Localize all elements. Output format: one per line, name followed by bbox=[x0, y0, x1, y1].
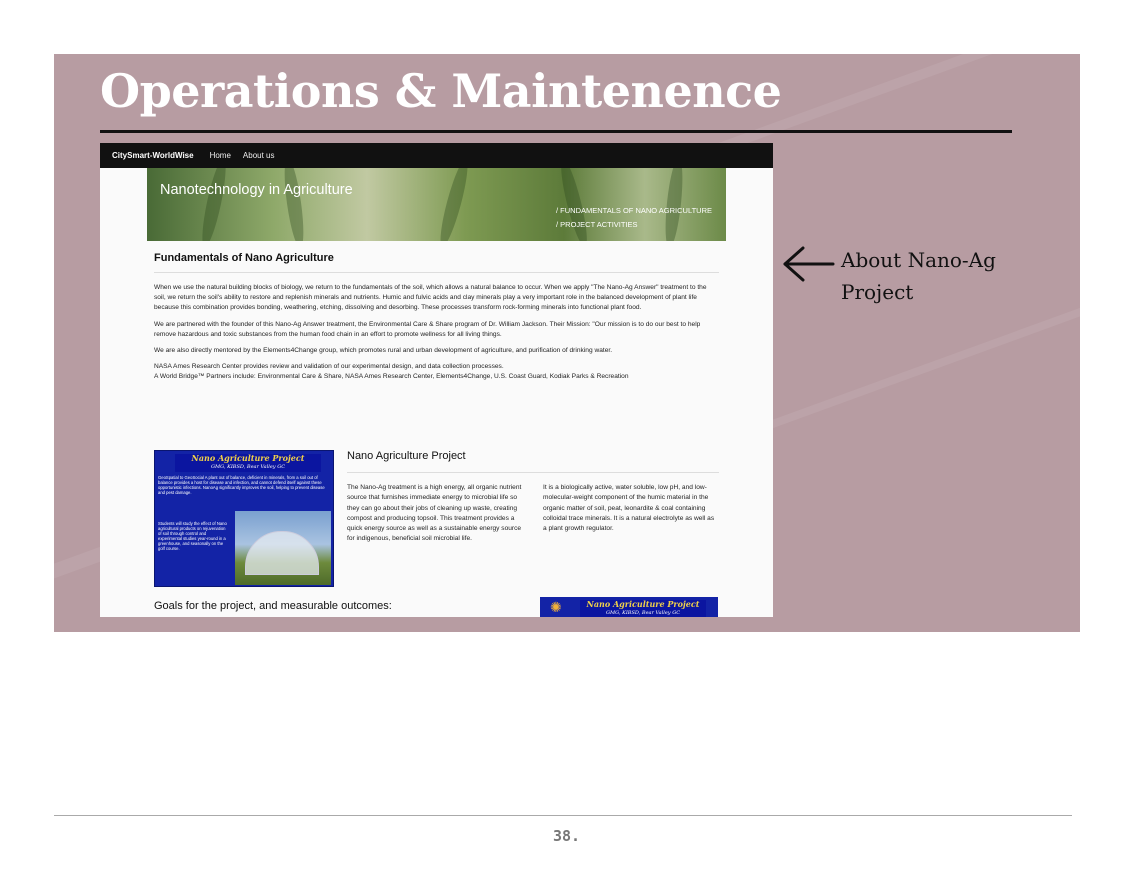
annotation-line: Project bbox=[841, 280, 914, 304]
poster-text: Students will study the effect of Nano agricultural products on rejuvenation of soil through control and experimental studies year-round in a greenhouse, and seasonally on the golf course. bbox=[158, 521, 227, 551]
grass-decoration bbox=[198, 168, 230, 241]
slide-title: Operations & Maintenence bbox=[100, 64, 782, 118]
goals-heading: Goals for the project, and measurable outcomes: bbox=[154, 600, 392, 612]
site-brand-link[interactable]: CitySmart-WorldWise bbox=[112, 151, 194, 160]
article-heading: Fundamentals of Nano Agriculture bbox=[154, 252, 719, 273]
project-heading: Nano Agriculture Project bbox=[347, 450, 719, 473]
hero-title: Nanotechnology in Agriculture bbox=[160, 182, 353, 198]
article-body bbox=[154, 283, 719, 383]
project-columns bbox=[347, 483, 719, 545]
grass-decoration bbox=[281, 168, 307, 241]
hero-banner bbox=[147, 168, 726, 241]
flower-icon: ✺ bbox=[550, 599, 562, 615]
site-navbar bbox=[100, 143, 773, 168]
second-poster-image bbox=[540, 597, 718, 617]
annotation bbox=[781, 244, 996, 308]
annotation-text bbox=[841, 244, 996, 308]
nav-about-link[interactable]: About us bbox=[242, 151, 275, 160]
poster-banner bbox=[175, 454, 321, 472]
poster-subtitle: GMG, KIBSD, Bear Valley GC bbox=[605, 610, 681, 616]
page-number: 38. bbox=[552, 827, 581, 845]
annotation-line: About Nano-Ag bbox=[841, 248, 996, 272]
poster-title: Nano Agriculture Project bbox=[191, 453, 305, 463]
link-fundamentals[interactable]: / FUNDAMENTALS OF NANO AGRICULTURE bbox=[556, 206, 712, 215]
website-screenshot bbox=[100, 143, 773, 617]
poster-title: Nano Agriculture Project bbox=[586, 599, 700, 609]
article-paragraph: NASA Ames Research Center provides review and validation of our experimental design, and data collection processes. bbox=[154, 363, 504, 371]
hero-links bbox=[556, 204, 712, 232]
greenhouse-shape bbox=[245, 531, 319, 575]
article-paragraph: We are partnered with the founder of this Nano-Ag Answer treatment, the Environmental Care & Share program of Dr. William Jackson. Their Mission: "Our mission is to do our best to help remove hazardous and toxic substances from the human food chain in an effort to promote wellness for all living things. bbox=[154, 320, 701, 338]
title-divider bbox=[100, 130, 1012, 133]
poster-text: GeoSpatial to GeoSocial A plant out of balance, deficient in minerals, from a soil out of balance provides a host for disease and infection, and cannot defend itself against these opportunistic infections. NanoAg significantly improves the soil, helping to prevent disease and pest damage. bbox=[158, 475, 325, 495]
footer-divider bbox=[54, 815, 1072, 816]
article-section bbox=[154, 252, 719, 389]
nav-home-link[interactable]: Home bbox=[209, 151, 231, 160]
greenhouse-photo bbox=[235, 511, 331, 585]
article-paragraph: A World Bridge™ Partners include: Environmental Care & Share, NASA Ames Research Center, Elements4Change, U.S. Coast Guard, Kodiak Parks & Recreation bbox=[154, 373, 629, 381]
poster-banner bbox=[580, 600, 706, 617]
article-paragraph: When we use the natural building blocks of biology, we return to the fundamentals of the soil, which allows a natural balance to occur. When we apply "The Nano-Ag Answer" treatment to the soil, we return the soil's ability to restore and replenish minerals and nutrients. Humic and fulvic acids and clay minerals play a very important role in the balanced development of plant life because this combination provides bonding, weathering, etching, dissolving and desorbing. These processes transform rock-forming minerals into functional plant food. bbox=[154, 284, 707, 312]
project-body bbox=[347, 450, 719, 545]
poster-subtitle: GMG, KIBSD, Bear Valley GC bbox=[210, 464, 286, 470]
link-project-activities[interactable]: / PROJECT ACTIVITIES bbox=[556, 220, 638, 229]
arrow-left-icon bbox=[781, 244, 835, 284]
grass-decoration bbox=[436, 168, 473, 241]
project-column-text: It is a biologically active, water soluble, low pH, and low-molecular-weight component of the humic material in the organic matter of soil, peat, leonardite & coal containing colloidal trace minerals. It is a natural electrolyte as well as a plant growth regulator. bbox=[543, 484, 715, 533]
slide-panel bbox=[54, 54, 1080, 632]
project-poster-image bbox=[154, 450, 334, 587]
article-paragraph: We are also directly mentored by the Elements4Change group, which promotes rural and urban development of agriculture, and purification of drinking water. bbox=[154, 347, 613, 355]
project-column-text: The Nano-Ag treatment is a high energy, all organic nutrient source that furnishes immediate energy to microbial life so they can go about their jobs of cleaning up waste, creating compost and producing topsoil. This treatment provides a quick energy source as well as a sustainable energy source for indigenous, beneficial soil microbial life. bbox=[347, 484, 522, 543]
